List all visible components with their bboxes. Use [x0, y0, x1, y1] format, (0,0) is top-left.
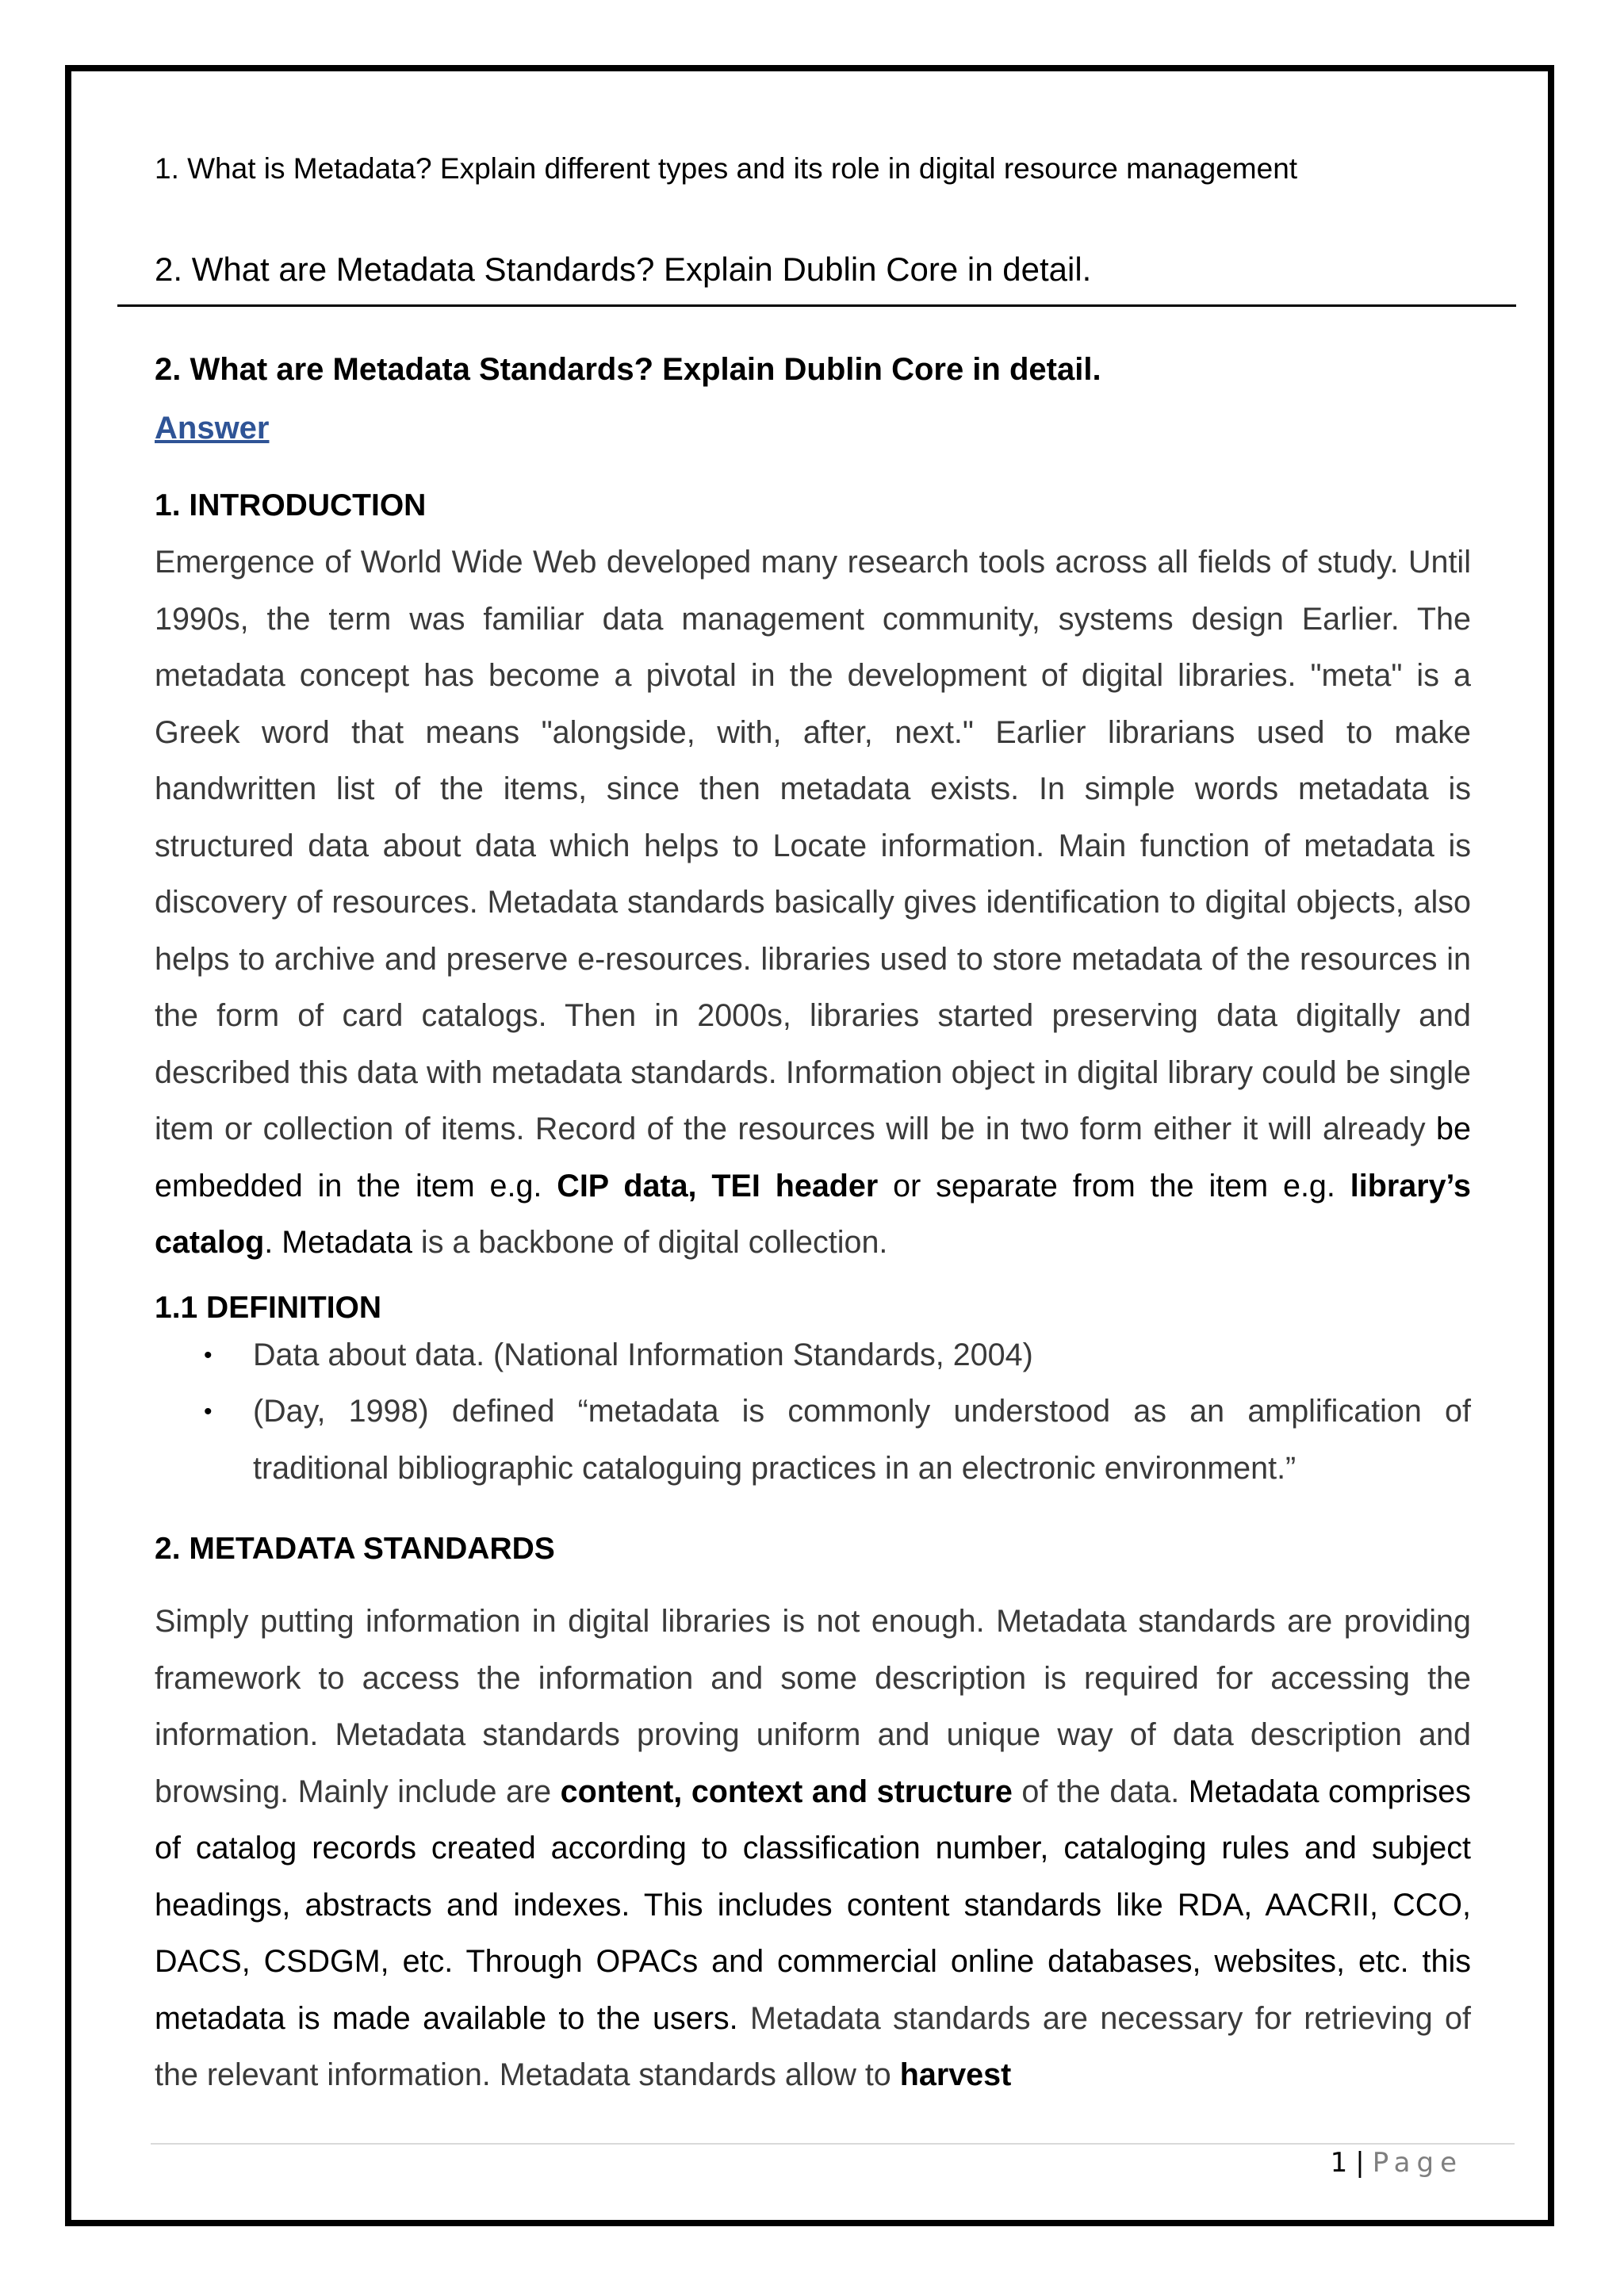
intro-text-3: or separate from the item e.g.: [878, 1168, 1350, 1203]
standards-paragraph: [155, 1594, 1471, 2104]
definition-title: 1.1 DEFINITION: [155, 1290, 382, 1325]
intro-text-1: Emergence of World Wide Web developed many research tools across all fields of study. Until 1990s, the term was familiar data management community, systems design Earlier. The metadata concept has become a pivotal in the development of digital libraries. "meta" is a Greek word that means "alongside, with, after, next." Earlier librarians used to make handwritten list of the items, since then metadata exists. In simple words metadata is structured data about data which helps to Locate information. Main function of metadata is discovery of resources. Metadata standards basically gives identification to digital objects, also helps to archive and preserve e-resources. libraries used to store metadata of the resources in the form of card catalogs. Then in 2000s, libraries started preserving data digitally and described this data with metadata standards. Information object in digital library could be single item or collection of items. Record of the resources will be in two form either it will already: [155, 545, 1471, 1146]
definition-item-text: (Day, 1998) defined “metadata is commonly understood as an amplification of traditional bibliographic cataloguing practices in an electronic environment.”: [253, 1394, 1471, 1486]
intro-text-5: is a backbone of digital collection.: [412, 1225, 888, 1260]
definition-item: [155, 1327, 1471, 1384]
definition-item: [155, 1383, 1471, 1497]
introduction-paragraph: [155, 534, 1471, 1272]
page-footer: [1331, 2147, 1463, 2179]
standards-bold-content: content, context and structure: [560, 1774, 1013, 1809]
page-label: Page: [1372, 2147, 1463, 2179]
answer-link[interactable]: Answer: [155, 411, 270, 446]
footer-separator: |: [1355, 2147, 1365, 2179]
question-2: 2. What are Metadata Standards? Explain Dublin Core in detail.: [155, 251, 1092, 288]
introduction-title: 1. INTRODUCTION: [155, 488, 427, 522]
page-number: 1: [1330, 2147, 1348, 2179]
question-1: 1. What is Metadata? Explain different types and its role in digital resource management: [155, 152, 1298, 185]
answer-heading: 2. What are Metadata Standards? Explain Dublin Core in detail.: [155, 352, 1101, 387]
intro-bold-cip: CIP data, TEI header: [557, 1168, 879, 1203]
footer-divider: [151, 2143, 1515, 2145]
standards-text-2: of the data.: [1012, 1774, 1189, 1809]
standards-text-1: Simply putting information in digital libraries is not enough. Metadata standards are providing framework to access the information and some description is required for accessing the information. Metadata standards proving uniform and unique way of data description and browsing. Mainly include are: [155, 1604, 1471, 1809]
standards-text-3: Metadata comprises of catalog records created according to classification number, cataloging rules and subject headings, abstracts and indexes. This includes content standards like RDA, AACRII, CCO, DACS, CSDGM, etc. Through OPACs and commercial online databases, websites, etc. this metadata is made available to the users.: [155, 1774, 1471, 2036]
definition-list: [155, 1327, 1471, 1498]
standards-bold-harvest: harvest: [899, 2057, 1012, 2092]
standards-title: 2. METADATA STANDARDS: [155, 1532, 555, 1566]
definition-item-text: Data about data. (National Information Standards, 2004): [253, 1337, 1033, 1372]
intro-text-4: . Metadata: [264, 1225, 412, 1260]
horizontal-divider: [117, 304, 1516, 307]
answer-body: [155, 349, 1471, 2104]
standards-text-4: Metadata standards are necessary for retrieving of the relevant information. Metadata standards allow to: [155, 2000, 1471, 2092]
bullet-icon: •: [204, 1399, 213, 1425]
intro-text-2: be embedded in the item e.g.: [155, 1112, 1471, 1203]
intro-bold-catalog: library’s catalog: [155, 1168, 1472, 1260]
bullet-icon: •: [204, 1341, 213, 1368]
